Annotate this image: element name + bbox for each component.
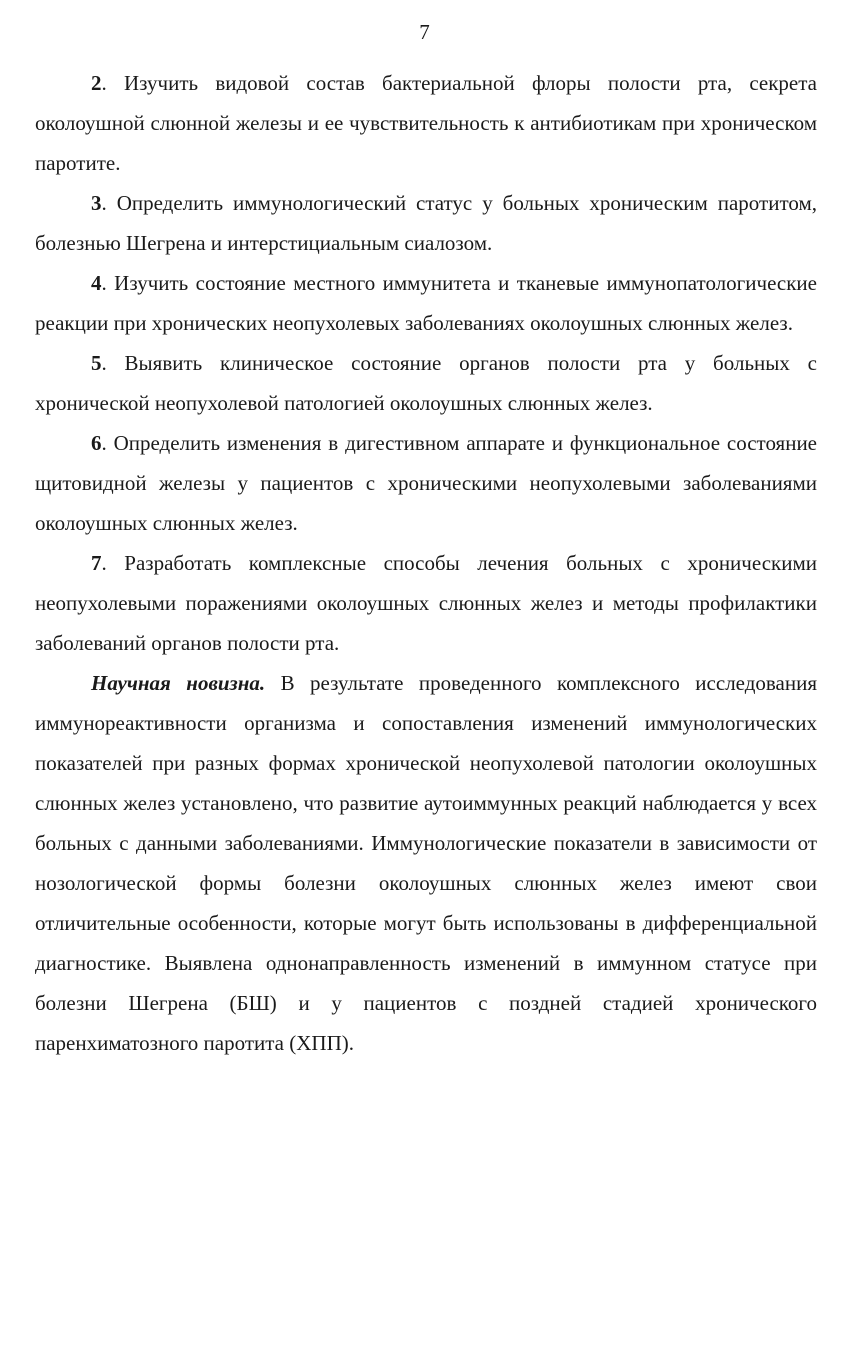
task-item-7 [35, 543, 817, 663]
task-number: 3 [91, 191, 102, 215]
scientific-novelty-heading: Научная новизна. [91, 671, 266, 695]
task-item-6 [35, 423, 817, 543]
task-text: . Разработать комплексные способы лечения больных с хроническими неопухолевыми поражениями околоушных слюнных желез и методы профилактики заболеваний органов полости рта. [35, 551, 817, 655]
task-text: . Определить иммунологический статус у больных хроническим паротитом, болезнью Шегрена и интерстициальным сиалозом. [35, 191, 817, 255]
task-text: . Определить изменения в дигестивном аппарате и функциональное состояние щитовидной железы у пациентов с хроническими неопухолевыми заболеваниями околоушных слюнных желез. [35, 431, 817, 535]
page-body [35, 63, 817, 1063]
task-text: . Изучить видовой состав бактериальной флоры полости рта, секрета околоушной слюнной железы и ее чувствительность к антибиотикам при хроническом паротите. [35, 71, 817, 175]
task-number: 6 [91, 431, 102, 455]
scientific-novelty-paragraph [35, 663, 817, 1063]
scientific-novelty-text: В результате проведенного комплексного исследования иммунореактивности организма и сопоставления изменений иммунологических показателей при разных формах хронической неопухолевой патологии околоушных слюнных желез установлено, что развитие аутоиммунных реакций наблюдается у всех больных с данными заболеваниями. Иммунологические показатели в зависимости от нозологической формы болезни околоушных слюнных желез имеют свои отличительные особенности, которые могут быть использованы в дифференциальной диагностике. Выявлена однонаправленность изменений в иммунном статусе при болезни Шегрена (БШ) и у пациентов с поздней стадией хронического паренхиматозного паротита (ХПП). [35, 671, 817, 1055]
task-item-2 [35, 63, 817, 183]
task-item-5 [35, 343, 817, 423]
task-text: . Выявить клиническое состояние органов полости рта у больных с хронической неопухолевой патологией околоушных слюнных желез. [35, 351, 817, 415]
task-item-4 [35, 263, 817, 343]
task-item-3 [35, 183, 817, 263]
task-number: 2 [91, 71, 102, 95]
task-text: . Изучить состояние местного иммунитета и тканевые иммунопатологические реакции при хронических неопухолевых заболеваниях околоушных слюнных желез. [35, 271, 817, 335]
task-number: 4 [91, 271, 102, 295]
task-number: 7 [91, 551, 102, 575]
page-number: 7 [419, 20, 430, 44]
task-number: 5 [91, 351, 102, 375]
